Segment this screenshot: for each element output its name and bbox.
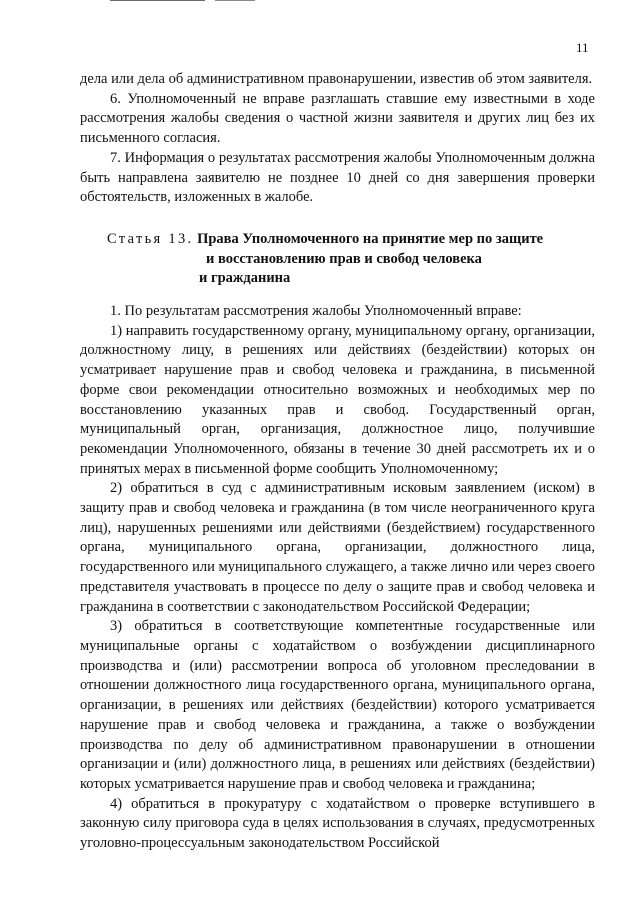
paragraph: 7. Информация о результатах рассмотрения жалобы Уполномоченным должна быть направлена заявителю не позднее 10 дней со дня завершения проверки обстоятельств, изложенных в жалобе. (80, 149, 595, 206)
scan-edge-line (215, 0, 255, 1)
article-title-line: Права Уполномоченного на принятие мер по защите (197, 230, 544, 247)
article-title-line: и восстановлению прав и свобод человека (206, 250, 482, 267)
paragraph: 6. Уполномоченный не вправе разглашать ставшие ему известными в ходе рассмотрения жалобы сведения о частной жизни заявителя и других лиц без их письменного согласия. (80, 90, 595, 147)
scan-edge-line (110, 0, 205, 1)
list-item: 2) обратиться в суд с административным исковым заявлением (иском) в защиту прав и свобод человека и гражданина (в том числе неограниченного круга лиц), нарушенных решениями или действиями (бездействием) государственного органа, муниципального органа, организации, должностного лица, государственного или муниципального служащего, а также лично или через своего представителя участвовать в процессе по делу о защите прав и свобод человека и гражданина в соответствии с законодательством Российской Федерации; (80, 480, 595, 615)
list-item: 4) обратиться в прокуратуру с ходатайством о проверке вступившего в законную силу приговора суда в целях использования в случаях, предусмотренных уголовно-процессуальным законодательством Российской (80, 795, 595, 852)
page-number: 11 (576, 40, 589, 55)
list-item: 1) направить государственному органу, муниципальному органу, организации, должностному лицу, в решениях или действиях (бездействии) которых он усматривает нарушение прав и свобод человека и гражданина, в письменной форме свои рекомендации относительно возможных и необходимых мер по восстановлению указанных прав и свобод. Государственный орган, муниципальный орган, организация, должностное лицо, получившие рекомендации Уполномоченного, обязаны в течение 30 дней рассмотреть их и о принятых мерах в письменной форме сообщить Уполномоченному; (80, 322, 595, 477)
document-body (80, 70, 595, 854)
paragraph: дела или дела об административном правонарушении, известив об этом заявителя. (80, 71, 593, 87)
article-label: Статья 13. (107, 230, 194, 247)
list-item: 3) обратиться в соответствующие компетентные государственные или муниципальные органы с ходатайством о возбуждении дисциплинарного производства и (или) рассмотрении вопроса об уголовном преследовании в отношении должностного лица государственного органа, муниципального органа, организации, в решениях или действиях (бездействии) которого усматривается нарушение прав и свобод человека и гражданина, а также о возбуждении производства по делу об административном правонарушении в отношении организации и (или) должностного лица, в решениях или действиях (бездействии) которых усматривается нарушение прав и свобод человека и гражданина; (80, 618, 595, 792)
article-heading (80, 230, 595, 289)
paragraph: 1. По результатам рассмотрения жалобы Уполномоченный вправе: (110, 303, 522, 320)
article-title-line: и гражданина (199, 270, 291, 287)
